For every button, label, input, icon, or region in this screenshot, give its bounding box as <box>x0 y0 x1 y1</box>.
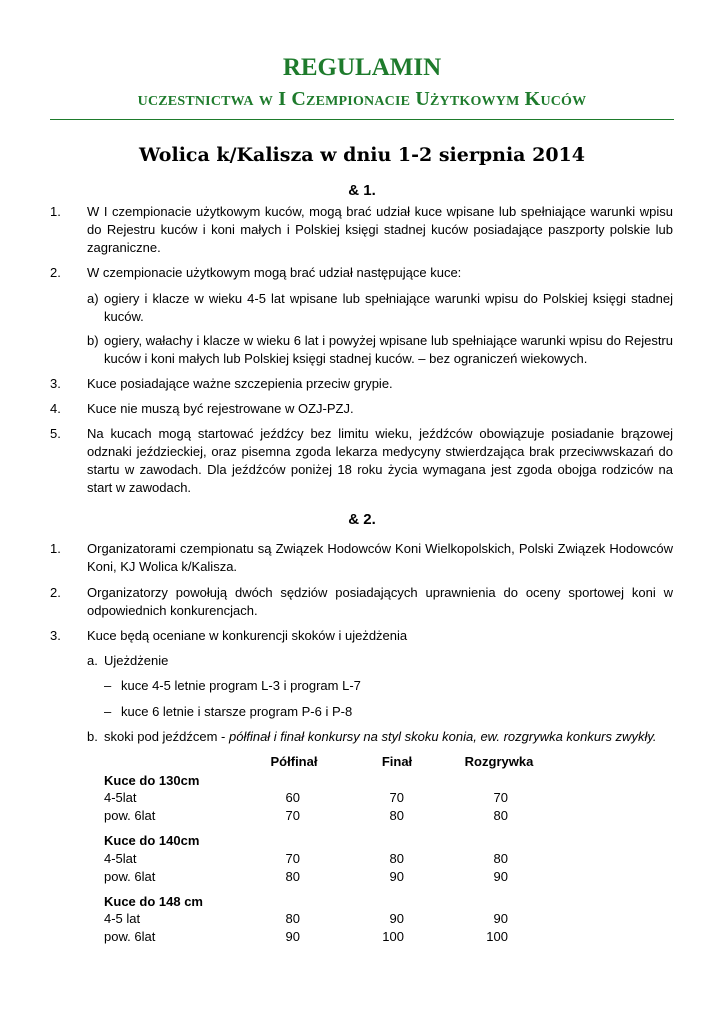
table-cell: 80 <box>493 808 508 823</box>
s1-item-2-text: W czempionacie użytkowym mogą brać udział następujące kuce: <box>87 265 462 280</box>
s2-item-3-number: 3. <box>50 628 61 643</box>
s2-item-1-number: 1. <box>50 541 61 556</box>
table-row-label: pow. 6lat <box>104 929 156 944</box>
table-cell: 90 <box>285 929 300 944</box>
table-row-label: pow. 6lat <box>104 808 156 823</box>
table-cell: 80 <box>285 869 300 884</box>
dash-bullet: – <box>104 704 112 719</box>
table-row-label: 4-5lat <box>104 790 137 805</box>
table-group-name: Kuce do 130cm <box>104 773 200 788</box>
s2-sub-b-text-italic: półfinał i finał konkursy na styl skoku konia, ew. rozgrywka konkurs zwykły. <box>229 729 657 744</box>
table-cell: 70 <box>493 790 508 805</box>
table-header-rozgrywka: Rozgrywka <box>464 754 534 769</box>
s1-sub-a-label: a) <box>87 291 99 306</box>
title-divider <box>50 119 674 120</box>
s1-item-3-text: Kuce posiadające ważne szczepienia przeciw grypie. <box>87 376 393 391</box>
section-1-heading: & 1. <box>348 182 376 199</box>
s2-item-3-text: Kuce będą oceniane w konkurencji skoków i ujeżdżenia <box>87 628 408 643</box>
place-date: Wolica k/Kalisza w dniu 1-2 sierpnia 2014 <box>139 144 585 166</box>
s2-sub-b-text-normal: skoki pod jeźdźcem - <box>104 729 229 744</box>
table-cell: 100 <box>486 929 508 944</box>
table-cell: 70 <box>285 808 300 823</box>
table-cell: 80 <box>493 851 508 866</box>
dash-bullet: – <box>104 678 112 693</box>
document-title: REGULAMIN <box>282 54 442 81</box>
s2-item-2-number: 2. <box>50 585 61 600</box>
document-subtitle: uczestnictwa w I Czempionacie Użytkowym Kuców <box>137 88 587 110</box>
table-row-label: pow. 6lat <box>104 869 156 884</box>
table-cell: 70 <box>389 790 404 805</box>
s1-item-5-number: 5. <box>50 426 61 441</box>
table-cell: 90 <box>493 869 508 884</box>
s2-sub-a-text: Ujeżdżenie <box>104 653 169 668</box>
table-header-polfinal: Półfinał <box>270 754 318 769</box>
table-cell: 90 <box>389 869 404 884</box>
s1-item-1-text: W I czempionacie użytkowym kuców, mogą brać udział kuce wpisane lub spełniające warunki wpisu do Rejestru kuców i koni małych i Polskiej księgi stadnej kuców posiadające paszporty polskie lub zagraniczne. <box>87 204 673 255</box>
table-row-label: 4-5 lat <box>104 911 141 926</box>
table-header-final: Finał <box>381 754 413 769</box>
s1-item-5-text: Na kucach mogą startować jeźdźcy bez limitu wieku, jeźdźców obowiązuje posiadanie brązowej odznaki jeździeckiej, oraz pisemna zgoda lekarza medycyny stwierdzająca brak przeciwwskazań do startu w zawodach. Dla jeźdźców poniżej 18 roku życia wymagana jest zgoda obojga rodziców na start w zawodach. <box>87 426 673 495</box>
s1-item-1-number: 1. <box>50 204 61 219</box>
s2-sub-b-label: b. <box>87 729 98 744</box>
table-cell: 90 <box>493 911 508 926</box>
s2-sub-a-label: a. <box>87 653 98 668</box>
table-group-name: Kuce do 140cm <box>104 833 200 848</box>
s1-item-3-number: 3. <box>50 376 61 391</box>
s2-item-1-text: Organizatorami czempionatu są Związek Hodowców Koni Wielkopolskich, Polski Związek Hodowców Koni, KJ Wolica k/Kalisza. <box>87 541 673 574</box>
table-cell: 60 <box>285 790 300 805</box>
s2-sub-b-text <box>104 728 684 746</box>
table-group-name: Kuce do 148 cm <box>104 894 203 909</box>
dash-item-1: kuce 4-5 letnie program L-3 i program L-7 <box>121 678 361 693</box>
table-cell: 100 <box>382 929 404 944</box>
table-cell: 80 <box>389 808 404 823</box>
s1-item-2-number: 2. <box>50 265 61 280</box>
table-cell: 80 <box>285 911 300 926</box>
table-cell: 70 <box>285 851 300 866</box>
s1-item-4-text: Kuce nie muszą być rejestrowane w OZJ-PZJ. <box>87 401 354 416</box>
s1-sub-b-label: b) <box>87 333 99 348</box>
s1-item-4-number: 4. <box>50 401 61 416</box>
section-2-heading: & 2. <box>348 511 376 528</box>
table-cell: 90 <box>389 911 404 926</box>
s1-sub-a-text: ogiery i klacze w wieku 4-5 lat wpisane lub spełniające warunki wpisu do Polskiej księgi stadnej kuców. <box>104 291 673 324</box>
s1-sub-b-text: ogiery, wałachy i klacze w wieku 6 lat i powyżej wpisane lub spełniające warunki wpisu do Rejestru kuców i koni małych lub Polskiej księgi stadnej kuców. – bez ograniczeń wiekowych. <box>104 333 673 366</box>
dash-item-2: kuce 6 letnie i starsze program P-6 i P-8 <box>121 704 353 719</box>
table-row-label: 4-5lat <box>104 851 137 866</box>
table-cell: 80 <box>389 851 404 866</box>
s2-item-2-text: Organizatorzy powołują dwóch sędziów posiadających uprawnienia do oceny sportowej koni w odpowiednich konkurencjach. <box>87 585 673 618</box>
